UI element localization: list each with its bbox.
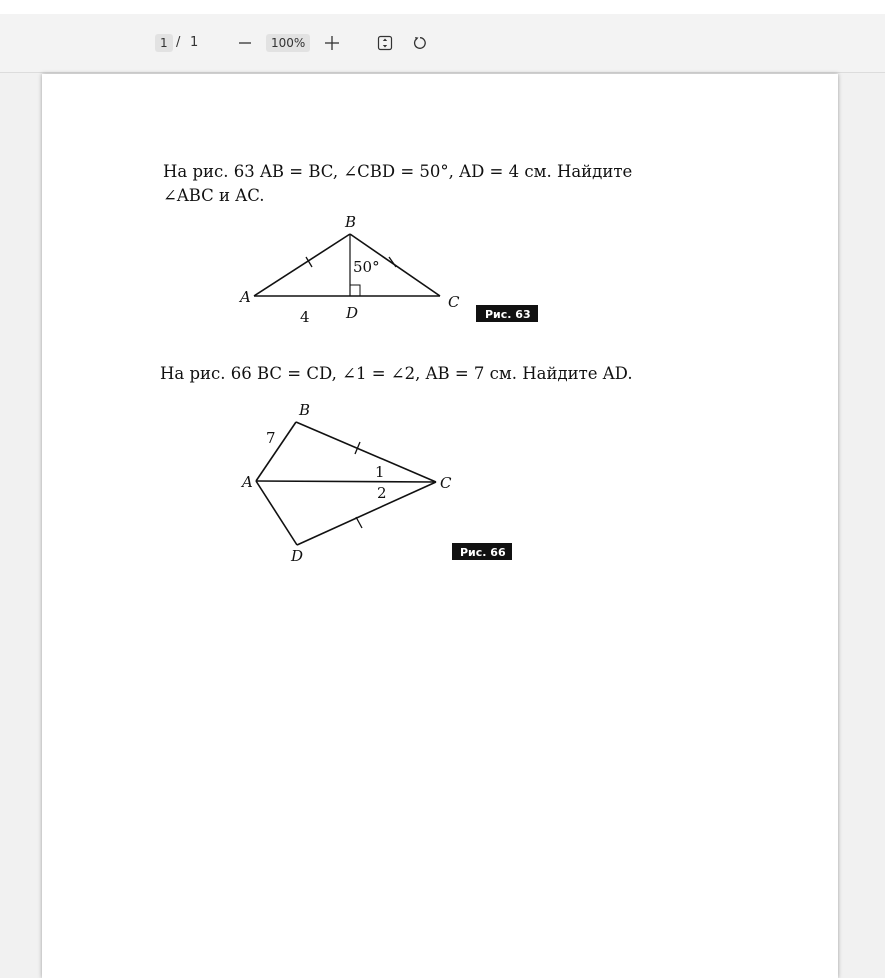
fig66-side-ab: [256, 422, 296, 481]
fig63-caption: Рис. 63: [485, 308, 531, 321]
fig66-label-d: D: [291, 547, 304, 565]
problem-63-text-line1: На рис. 63 AB = BC, ∠CBD = 50°, AD = 4 см. Найдите: [163, 162, 633, 181]
problem-66-text: На рис. 66 BC = CD, ∠1 = ∠2, AB = 7 см. Найдите AD.: [160, 364, 633, 383]
pdf-toolbar: [0, 14, 885, 73]
fig66-side-bc: [296, 422, 436, 482]
page-separator: /: [176, 35, 181, 50]
page-number-input[interactable]: 1: [155, 34, 173, 52]
plus-icon: [324, 35, 340, 51]
fig66-label-c: C: [440, 474, 452, 492]
fig63-label-b: B: [345, 213, 357, 231]
page-total: 1: [190, 35, 199, 50]
fig63-angle-label: 50°: [353, 258, 380, 276]
minus-icon: [238, 36, 252, 50]
window-top-strip: [0, 0, 885, 14]
zoom-level[interactable]: 100%: [266, 34, 310, 52]
pdf-page: [42, 74, 838, 978]
fig66-angle1-label: 1: [375, 463, 385, 481]
fit-page-icon: [377, 35, 393, 51]
fig66-tick-dc: [356, 517, 362, 528]
fig63-label-c: C: [448, 293, 460, 311]
fig66-caption: Рис. 66: [460, 546, 506, 559]
zoom-out-button[interactable]: [233, 29, 257, 57]
fig66-side-ad: [256, 481, 297, 545]
rotate-button[interactable]: [408, 29, 432, 57]
fig66-side-label: 7: [266, 429, 276, 447]
fig63-side-label: 4: [300, 308, 310, 326]
figure-66: [42, 74, 838, 978]
fig66-side-ac: [256, 481, 436, 482]
fit-page-button[interactable]: [373, 29, 397, 57]
fig66-label-b: B: [299, 401, 311, 419]
fig63-label-a: A: [240, 288, 251, 306]
rotate-icon: [412, 35, 428, 51]
problem-63-text-line2: ∠ABC и AC.: [163, 186, 265, 205]
fig63-label-d: D: [346, 304, 359, 322]
zoom-in-button[interactable]: [320, 29, 344, 57]
fig66-label-a: A: [242, 473, 253, 491]
fig66-side-dc: [297, 482, 436, 545]
fig66-angle2-label: 2: [377, 484, 387, 502]
